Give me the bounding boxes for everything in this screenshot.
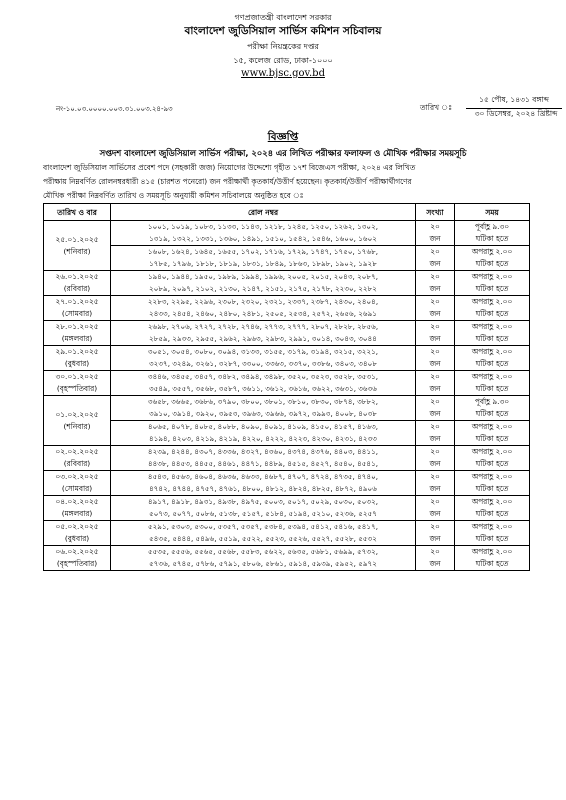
table-row — [44, 246, 530, 271]
roll-line: ২০৮৯, ২০৯৭, ২১০২, ২১৩০, ২১৪৭, ২১৫১, ২১৭৫, ২১৭৮, ২২৩০, ২২৮২ — [149, 284, 377, 293]
row-count-cell — [416, 521, 455, 546]
row-date-cell — [44, 321, 111, 346]
row-time-unit: ঘটিকা হতে — [475, 334, 509, 343]
roll-line: ৪০৬৫, ৪০৭৮, ৪০৮৫, ৪০৮৮, ৪০৯০, ৪০৯১, ৪১০৯, ৪১৫০, ৪১৫৭, ৪১৬৩, — [147, 422, 379, 431]
row-date: ০২.০২.২০২৫ — [55, 447, 99, 456]
office-address: ১৫, কলেজ রোড, ঢাকা-১০০০ — [233, 56, 333, 65]
row-time-unit: ঘটিকা হতে — [475, 534, 509, 543]
row-date: ২৫.০১.২০২৫ — [55, 234, 99, 244]
roll-line: ৫৫৩৫, ৫৫৫৬, ৫৫৬৫, ৫৫৬৮, ৫৫৮৩, ৫৬২২, ৫৬৩৫, ৫৬৮১, ৫৬৯৯, ৫৭৩২, — [147, 547, 379, 556]
table-row — [44, 321, 530, 346]
row-time-unit: ঘটিকা হতে — [475, 509, 509, 518]
row-time: অপরাহ্ণ ২.০০ — [471, 547, 513, 556]
roll-line: ৪৯১৭, ৪৯১৮, ৪৯৩১, ৪৯৩৮, ৪৯৭৫, ৫০০৩, ৫০১৭, ৫০২৯, ৫০৩০, ৫০৩২, — [147, 497, 379, 506]
row-count: ২০ — [430, 447, 440, 456]
row-time-unit: ঘটিকা হতে — [475, 384, 509, 393]
row-time-cell — [455, 296, 530, 321]
row-roll-numbers — [111, 496, 416, 521]
table-row — [44, 521, 530, 546]
row-date-cell — [44, 521, 111, 546]
row-day: (মঙ্গলবার) — [61, 334, 93, 343]
row-time-cell — [455, 421, 530, 446]
row-count: ২০ — [430, 322, 440, 331]
row-roll-numbers — [111, 546, 416, 571]
table-row — [44, 296, 530, 321]
roll-line: ৪৭৪২, ৪৭৪৪, ৪৭৫৭, ৪৭৬১, ৪৮০০, ৪৮১২, ৪৮২৪, ৪৮২৫, ৪৮৭২, ৪৯০৬ — [149, 484, 377, 493]
row-count: ২০ — [430, 372, 440, 381]
govt-line: গণপ্রজাতন্ত্রী বাংলাদেশ সরকার — [234, 13, 332, 22]
row-time: পূর্বাহ্ণ ৯.৩০ — [474, 397, 510, 406]
row-date: ৩০.০১.২০২৫ — [55, 372, 99, 381]
row-time-unit: ঘটিকা হতে — [475, 559, 509, 568]
date-label: তারিখ ঃ — [420, 103, 453, 112]
row-time: অপরাহ্ণ ২.০০ — [471, 322, 513, 331]
roll-line: ৩৫৪৯, ৩৫৫৭, ৩৫৬৮, ৩৫৮৭, ৩৬১১, ৩৬১২, ৩৬১৬, ৩৬২২, ৩৬৩১, ৩৬৩৬ — [149, 384, 377, 393]
row-count-unit: জন — [429, 459, 441, 468]
row-time-cell — [455, 271, 530, 296]
date-gregorian: ৩০ ডিসেম্বর, ২০২৪ খ্রিষ্টাব্দ — [474, 109, 558, 118]
table-row — [44, 271, 530, 296]
table-row — [44, 471, 530, 496]
row-time-unit: ঘটিকা হতে — [475, 459, 509, 468]
row-count-unit: জন — [429, 559, 441, 568]
row-count-unit: জন — [429, 434, 441, 443]
row-time-cell — [455, 446, 530, 471]
row-count: ২০ — [430, 272, 440, 281]
table-row — [44, 371, 530, 396]
row-day: (বুধবার) — [64, 534, 90, 543]
row-count-cell — [416, 271, 455, 296]
row-date-cell — [44, 496, 111, 521]
row-date: ০১.০২.২০২৫ — [55, 409, 99, 419]
row-roll-numbers — [111, 271, 416, 296]
row-roll-numbers — [111, 246, 416, 271]
row-count: ২০ — [430, 222, 440, 231]
table-row — [44, 546, 530, 571]
row-count-cell — [416, 496, 455, 521]
row-count-unit: জন — [429, 509, 441, 518]
roll-line: ৪১৯৪, ৪২০৩, ৪২১৯, ৪২১৯, ৪২২০, ৪২২২, ৪২২৩, ৪২৩০, ৪২৩১, ৪২৩৩ — [149, 434, 377, 443]
row-time-cell — [455, 546, 530, 571]
roll-line: ১৬০৮, ১৬২৪, ১৬৪৫, ১৬৫৫, ১৭০২, ১৭১৬, ১৭২৯, ১৭৪৭, ১৭৫০, ১৭৬৮, — [147, 247, 379, 256]
row-day: (মঙ্গলবার) — [61, 509, 93, 518]
row-count-unit: জন — [429, 259, 441, 268]
row-count-unit: জন — [429, 384, 441, 393]
row-date: ২৮.০১.২০২৫ — [55, 322, 99, 331]
row-count: ২০ — [430, 297, 440, 306]
row-time-unit: ঘটিকা হতে — [475, 284, 509, 293]
row-time: অপরাহ্ণ ২.০০ — [471, 297, 513, 306]
row-date-cell — [44, 371, 111, 396]
row-time-unit: ঘটিকা হতে — [475, 409, 509, 418]
row-count-cell — [416, 471, 455, 496]
roll-line: ৫২৯১, ৫৩০৩, ৫৩০০, ৫৩৫৭, ৫৩৫৭, ৫৩৮৪, ৫৩৯৪, ৫৪১২, ৫৪১৬, ৫৪১৭, — [147, 522, 379, 531]
row-day: (রবিবার) — [63, 459, 91, 468]
paragraph-line-2: পরীক্ষায় নিম্নবর্ণিত রোলনম্বরধারী ৪১৫ (চারশত পনেরো) জন পরীক্ষার্থী কৃতকার্য/উত্তীর্ণ হয়েছেন। কৃতকার্য/উত্তীর্ণ পরীক্ষার্থীগণের — [43, 177, 412, 186]
row-date: ০৫.০২.২০২৫ — [55, 522, 99, 531]
notice-subject: সপ্তদশ বাংলাদেশ জুডিসিয়াল সার্ভিস পরীক্ষা, ২০২৪ এর লিখিত পরীক্ষার ফলাফল ও মৌখিক পরীক্ষার সময়সূচি — [99, 148, 467, 158]
row-count: ২০ — [430, 397, 440, 406]
office-name: পরীক্ষা নিয়ন্ত্রকের দপ্তর — [247, 42, 319, 51]
row-day: (শনিবার) — [63, 421, 91, 431]
notice-title: বিজ্ঞপ্তি — [267, 131, 299, 143]
row-day: (বৃহস্পতিবার) — [56, 559, 98, 568]
table-row — [44, 396, 530, 421]
row-time: অপরাহ্ণ ২.০০ — [471, 522, 513, 531]
row-count-cell — [416, 346, 455, 371]
row-count: ২০ — [430, 472, 440, 481]
table-row — [44, 346, 530, 371]
row-count: ২০ — [430, 247, 440, 256]
row-roll-numbers — [111, 346, 416, 371]
row-roll-numbers — [111, 221, 416, 246]
row-date-cell — [44, 396, 111, 446]
row-date-cell — [44, 221, 111, 271]
roll-line: ৩৯১০, ৩৯১৪, ৩৯২০, ৩৯৫৩, ৩৯৬৩, ৩৯৬৬, ৩৯৭২, ৩৯৯৩, ৪০০৮, ৪০৩৮ — [149, 409, 377, 418]
row-count-unit: জন — [429, 309, 441, 318]
row-day: (রবিবার) — [63, 284, 91, 293]
website-link[interactable]: www.bjsc.gov.bd — [241, 68, 325, 79]
roll-line: ৪৪৩৮, ৪৪৫৩, ৪৪৫৫, ৪৪৬১, ৪৪৭১, ৪৪৮৯, ৪৫১৫, ৪৫২৭, ৪৫৪০, ৪৫৪১, — [147, 459, 379, 468]
table-row — [44, 496, 530, 521]
header-date: তারিখ ও বার — [44, 204, 111, 221]
roll-line: ৪২৩৯, ৪২৪৪, ৪৩০৭, ৪৩৩৬, ৪৩২৭, ৪৩৬০, ৪৩৭৪, ৪৩৭৬, ৪৪০৩, ৪৪১১, — [147, 447, 379, 456]
roll-line: ৫০৭৩, ৫০৭৭, ৫০৮৬, ৫১৩৮, ৫১৫৭, ৫১৮৪, ৫১৯৪, ৫২১০, ৫২৩৬, ৫২৫৭ — [149, 509, 377, 518]
table-row — [44, 221, 530, 246]
row-time: অপরাহ্ণ ২.০০ — [471, 447, 513, 456]
row-date-cell — [44, 346, 111, 371]
row-count-cell — [416, 546, 455, 571]
row-count-unit: জন — [429, 409, 441, 418]
row-roll-numbers — [111, 371, 416, 396]
row-count-unit: জন — [429, 484, 441, 493]
roll-line: ৫৭৩৬, ৫৭৪৫, ৫৭৮৬, ৫৭৯১, ৫৮০৬, ৫৮৬১, ৫৯১৪, ৫৯৩৯, ৫৯৫২, ৫৯৭২ — [149, 559, 377, 568]
row-count-unit: জন — [429, 334, 441, 343]
row-roll-numbers — [111, 446, 416, 471]
row-count: ২০ — [430, 497, 440, 506]
table-row — [44, 421, 530, 446]
row-time: অপরাহ্ণ ২.০০ — [471, 422, 513, 431]
schedule-table — [43, 203, 530, 571]
row-time-cell — [455, 346, 530, 371]
row-time: অপরাহ্ণ ২.০০ — [471, 347, 513, 356]
row-time-cell — [455, 371, 530, 396]
row-time-unit: ঘটিকা হতে — [475, 259, 509, 268]
row-date-cell — [44, 271, 111, 296]
row-date: ২৭.০১.২০২৫ — [55, 297, 99, 306]
row-time-cell — [455, 396, 530, 421]
row-roll-numbers — [111, 396, 416, 421]
row-roll-numbers — [111, 521, 416, 546]
row-count: ২০ — [430, 422, 440, 431]
row-roll-numbers — [111, 471, 416, 496]
row-count-cell — [416, 321, 455, 346]
roll-line: ২২৮৩, ২২৯৫, ২২৯৬, ২৩০৮, ২৩২০, ২৩২১, ২৩৩৭, ২৩৮৭, ২৪৩০, ২৪০৪, — [147, 297, 379, 306]
row-count-cell — [416, 446, 455, 471]
row-date: ২৯.০১.২০২৫ — [55, 347, 99, 356]
row-count-cell — [416, 296, 455, 321]
roll-line: ২৬৯৮, ২৭০৬, ২৭২৭, ২৭২৮, ২৭৪৬, ২৭৭৩, ২৭৭৭, ২৮০৭, ২৮২৮, ২৮৫৬, — [147, 322, 379, 331]
roll-line: ৩২৩৭, ৩২৪৯, ৩২৬১, ৩২৮৭, ৩৩০০, ৩৩৬৩, ৩৩৭০, ৩৩৮৬, ৩৪০৩, ৩৪০৮ — [149, 359, 377, 368]
row-time: অপরাহ্ণ ২.০০ — [471, 372, 513, 381]
row-count: ২০ — [430, 522, 440, 531]
roll-line: ৩৬৫৮, ৩৬৬৫, ৩৬৮৬, ৩৭৯০, ৩৮০০, ৩৮০১, ৩৮১০, ৩৮৩০, ৩৮৭৪, ৩৮৮২, — [147, 397, 379, 406]
row-time-cell — [455, 321, 530, 346]
date-bangla: ১৫ পৌষ, ১৪৩১ বঙ্গাব্দ — [466, 95, 562, 109]
row-count-unit: জন — [429, 359, 441, 368]
header-count: সংখ্যা — [416, 204, 455, 221]
row-roll-numbers — [111, 296, 416, 321]
row-time-cell — [455, 221, 530, 246]
row-date-cell — [44, 446, 111, 471]
roll-line: ১০০১, ১০১৯, ১০৮৩, ১১৩৩, ১১৪৩, ১২১৮, ১২৪৫, ১২৫০, ১২৬২, ১৩০২, — [147, 222, 379, 231]
row-count-unit: জন — [429, 534, 441, 543]
row-date-cell — [44, 471, 111, 496]
row-day: (সোমবার) — [61, 309, 93, 318]
row-time-cell — [455, 521, 530, 546]
row-time: অপরাহ্ণ ২.০০ — [471, 497, 513, 506]
row-day: (শনিবার) — [63, 246, 91, 256]
row-date: ০৩.০২.২০২৫ — [55, 472, 99, 481]
roll-line: ৩০৫১, ৩০৫৪, ৩০৮০, ৩০৯৪, ৩১৩৩, ৩১৫৫, ৩১৭৯, ৩১৯৪, ৩২১৫, ৩২২১, — [147, 347, 379, 356]
row-count-cell — [416, 371, 455, 396]
row-day: (বুধবার) — [64, 359, 90, 368]
commission-name: বাংলাদেশ জুডিসিয়াল সার্ভিস কমিশন সচিবালয় — [184, 25, 382, 37]
roll-line: ২৪৩৩, ২৪৫৪, ২৪৬০, ২৪৮০, ২৪৮১, ২৫০৫, ২৫৩৪, ২৫৭২, ২৬৫৬, ২৬৯১ — [149, 309, 377, 318]
row-date: ২৬.০১.২০২৫ — [55, 272, 99, 281]
row-count-cell — [416, 396, 455, 421]
row-time: অপরাহ্ণ ২.০০ — [471, 272, 513, 281]
row-day: (বৃহস্পতিবার) — [56, 384, 98, 393]
row-count-cell — [416, 421, 455, 446]
row-count: ২০ — [430, 547, 440, 556]
row-time-unit: ঘটিকা হতে — [475, 234, 509, 243]
row-time-unit: ঘটিকা হতে — [475, 359, 509, 368]
roll-line: ৩৪৪৬, ৩৪৫৫, ৩৪৫৭, ৩৪৮২, ৩৪৯৪, ৩৪৯৮, ৩৫২০, ৩৫২৩, ৩৫২৮, ৩৫৩১, — [147, 372, 379, 381]
roll-line: ১৭৮৫, ১৭৯৬, ১৮১৮, ১৮১৯, ১৮৩১, ১৮৪৯, ১৮৬৩, ১৮৯৮, ১৯০২, ১৯২৮ — [149, 259, 377, 268]
row-count-unit: জন — [429, 284, 441, 293]
memo-number: নং-১০.০৩.০০০০.০০৩.৩১.০০৩.২৪-৯৩ — [56, 105, 173, 113]
row-date: ০৬.০২.২০২৫ — [55, 547, 99, 556]
row-time-unit: ঘটিকা হতে — [475, 309, 509, 318]
row-roll-numbers — [111, 321, 416, 346]
paragraph-line-1: বাংলাদেশ জুডিসিয়াল সার্ভিসের প্রবেশ পদে (সহকারী জজ) নিয়োগের উদ্দেশ্যে গৃহীত ১৭শ বিজেএস পরীক্ষা, ২০২৪ এর লিখিত — [43, 163, 416, 172]
row-time-cell — [455, 246, 530, 271]
paragraph-line-3: মৌখিক পরীক্ষা নিম্নবর্ণিত তারিখ ও সময়সূচি অনুযায়ী কমিশন সচিবালয়ে অনুষ্ঠিত হবে ঃ — [43, 191, 304, 200]
roll-line: ১৯৪০, ১৯৪৪, ১৯৫০, ১৯৮৯, ১৯৯৪, ১৯৯৬, ২০০৫, ২০১৫, ২০৪৩, ২০৮৭, — [147, 272, 379, 281]
roll-line: ৪৫৪৩, ৪৫৬৩, ৪৬০৪, ৪৬৩৬, ৪৬৩৩, ৪৬৮৭, ৪৭০৭, ৪৭২৪, ৪৭৩৫, ৪৭৪০, — [147, 472, 379, 481]
row-date-cell — [44, 546, 111, 571]
row-count-cell — [416, 221, 455, 246]
row-time-unit: ঘটিকা হতে — [475, 434, 509, 443]
row-time: অপরাহ্ণ ২.০০ — [471, 247, 513, 256]
row-time-unit: ঘটিকা হতে — [475, 484, 509, 493]
row-date-cell — [44, 296, 111, 321]
row-count-unit: জন — [429, 234, 441, 243]
roll-line: ২৮৫৯, ২৯৩৩, ২৯৫৫, ২৯৬২, ২৯৬৩, ২৯৮৩, ২৯৯১, ৩০১৪, ৩০৪৩, ৩০৪৪ — [149, 334, 377, 343]
row-day: (সোমবার) — [61, 484, 93, 493]
table-row — [44, 446, 530, 471]
row-count-cell — [416, 246, 455, 271]
row-time: পূর্বাহ্ণ ৯.৩০ — [474, 222, 510, 231]
roll-line: ৫৪৩৫, ৫৪৪৪, ৫৪৯৬, ৫৫১৯, ৫৫২২, ৫৫২৩, ৫৫২৬, ৫৫২৭, ৫৫২৮, ৫৫৩২ — [149, 534, 377, 543]
row-time: অপরাহ্ণ ২.০০ — [471, 472, 513, 481]
header-roll: রোল নম্বর — [111, 204, 416, 221]
row-date: ০৪.০২.২০২৫ — [55, 497, 99, 506]
row-count: ২০ — [430, 347, 440, 356]
header-time: সময় — [455, 204, 530, 221]
row-time-cell — [455, 496, 530, 521]
row-roll-numbers — [111, 421, 416, 446]
row-time-cell — [455, 471, 530, 496]
table-header-row — [44, 204, 530, 221]
roll-line: ১৩১৯, ১৩২২, ১৩৩১, ১৩৬০, ১৪৯১, ১৫১০, ১৫৪২, ১৫৪৬, ১৬০০, ১৬০২ — [149, 234, 377, 243]
